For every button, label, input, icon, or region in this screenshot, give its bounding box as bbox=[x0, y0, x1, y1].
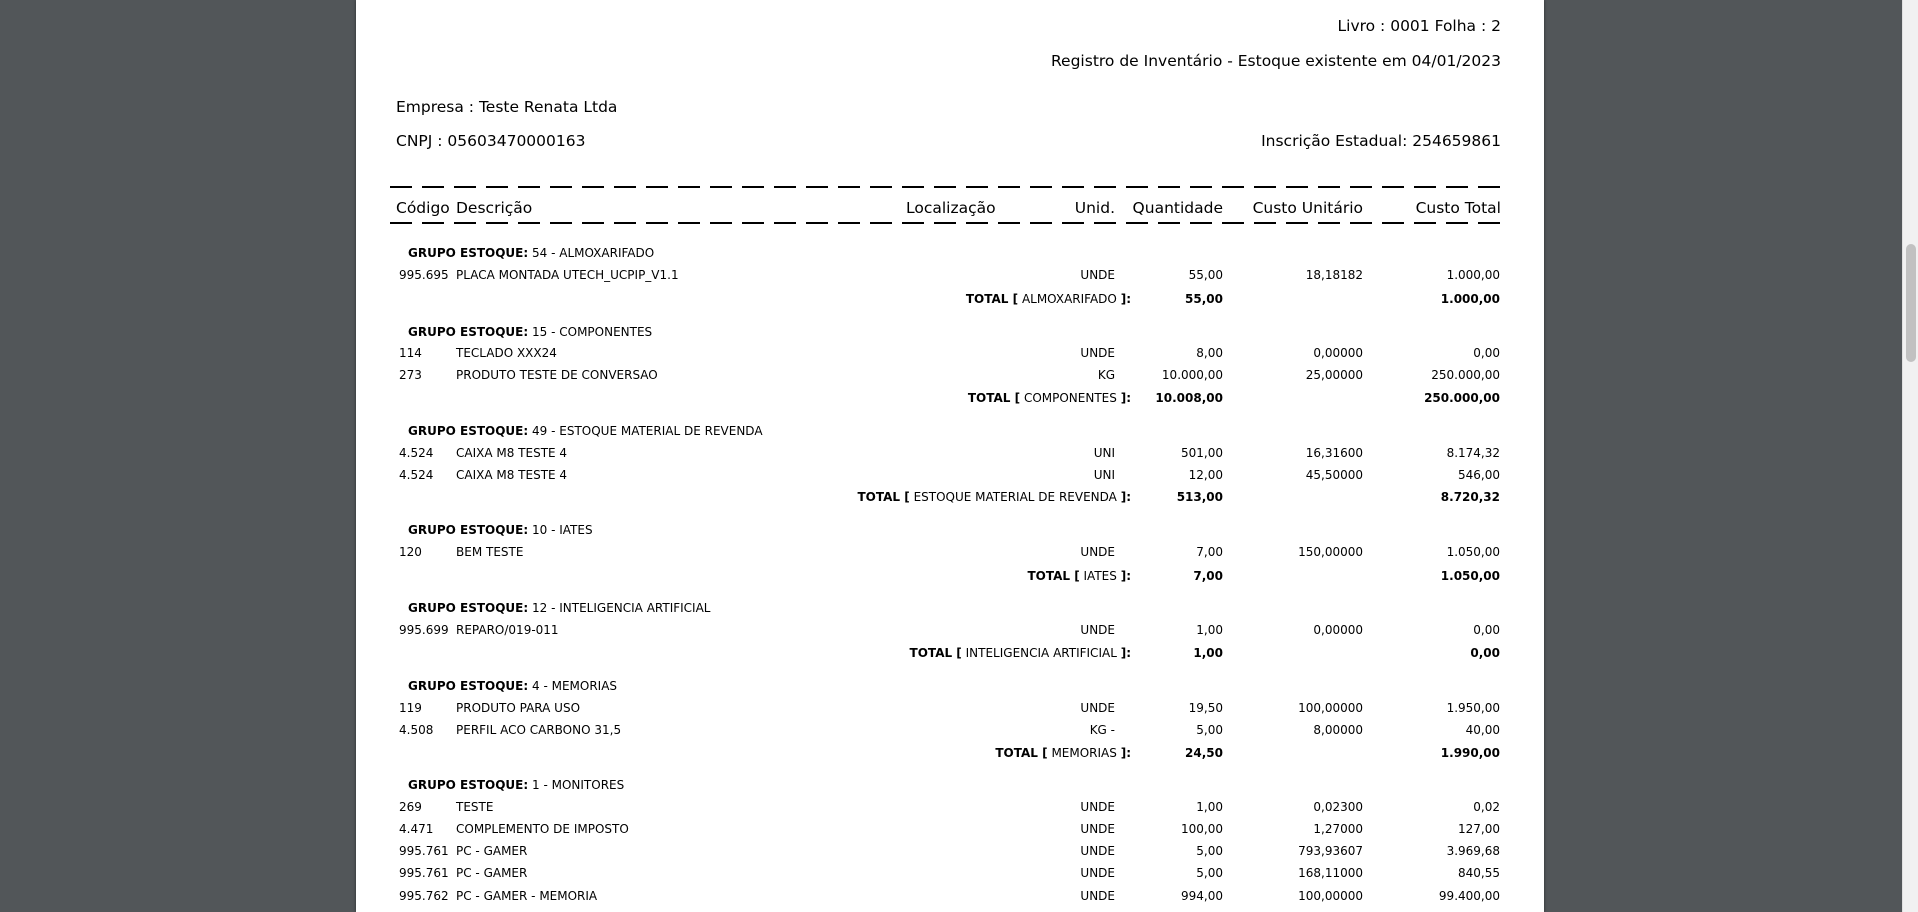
total-group-name: ESTOQUE MATERIAL DE REVENDA bbox=[913, 490, 1117, 504]
table-row bbox=[356, 623, 1544, 643]
group-name: 1 - MONITORES bbox=[532, 778, 625, 792]
item-unit: UNDE bbox=[1080, 545, 1115, 559]
item-quantity: 8,00 bbox=[1196, 346, 1223, 360]
item-description: TECLADO XXX24 bbox=[456, 346, 557, 360]
group-total-label bbox=[995, 746, 1131, 760]
group-name: 12 - INTELIGENCIA ARTIFICIAL bbox=[532, 601, 711, 615]
table-row bbox=[356, 844, 1544, 864]
item-description: COMPLEMENTO DE IMPOSTO bbox=[456, 822, 629, 836]
item-description: PERFIL ACO CARBONO 31,5 bbox=[456, 723, 622, 737]
item-unit-cost: 0,02300 bbox=[1313, 800, 1363, 814]
item-description: PRODUTO TESTE DE CONVERSAO bbox=[456, 368, 658, 382]
group-total-row bbox=[356, 391, 1544, 411]
group-header bbox=[408, 424, 763, 438]
item-description: CAIXA M8 TESTE 4 bbox=[456, 446, 568, 460]
book-page-number: Livro : 0001 Folha : 2 bbox=[1337, 17, 1501, 35]
total-prefix: TOTAL [ bbox=[967, 391, 1021, 405]
item-unit: UNDE bbox=[1080, 800, 1115, 814]
group-total-cost: 1.050,00 bbox=[1440, 569, 1500, 583]
item-unit-cost: 793,93607 bbox=[1298, 844, 1363, 858]
item-unit: UNI bbox=[1093, 446, 1115, 460]
item-total-cost: 99.400,00 bbox=[1438, 889, 1500, 903]
item-total-cost: 0,00 bbox=[1473, 346, 1500, 360]
group-total-row bbox=[356, 746, 1544, 766]
table-row bbox=[356, 800, 1544, 820]
item-code: 119 bbox=[399, 701, 422, 715]
total-suffix: ]: bbox=[1120, 292, 1131, 306]
group-header-row bbox=[356, 523, 1544, 543]
item-total-cost: 840,55 bbox=[1458, 866, 1500, 880]
item-code: 4.471 bbox=[399, 822, 434, 836]
item-total-cost: 1.950,00 bbox=[1446, 701, 1500, 715]
item-unit-cost: 168,11000 bbox=[1298, 866, 1363, 880]
item-total-cost: 546,00 bbox=[1458, 468, 1500, 482]
vertical-scrollbar[interactable] bbox=[1902, 0, 1918, 912]
item-description: PLACA MONTADA UTECH_UCPIP_V1.1 bbox=[456, 268, 679, 282]
item-unit-cost: 25,00000 bbox=[1305, 368, 1363, 382]
table-row bbox=[356, 822, 1544, 842]
item-total-cost: 250.000,00 bbox=[1431, 368, 1500, 382]
item-total-cost: 1.050,00 bbox=[1446, 545, 1500, 559]
group-label: GRUPO ESTOQUE: bbox=[408, 601, 529, 615]
group-total-quantity: 513,00 bbox=[1176, 490, 1223, 504]
item-unit-cost: 0,00000 bbox=[1313, 623, 1363, 637]
item-unit-cost: 8,00000 bbox=[1313, 723, 1363, 737]
item-code: 269 bbox=[399, 800, 422, 814]
group-name: 49 - ESTOQUE MATERIAL DE REVENDA bbox=[532, 424, 763, 438]
table-row bbox=[356, 723, 1544, 743]
total-group-name: ALMOXARIFADO bbox=[1021, 292, 1117, 306]
group-header-row bbox=[356, 679, 1544, 699]
item-unit-cost: 1,27000 bbox=[1313, 822, 1363, 836]
total-suffix: ]: bbox=[1120, 746, 1131, 760]
item-total-cost: 127,00 bbox=[1458, 822, 1500, 836]
item-description: PC - GAMER - MEMORIA bbox=[456, 889, 598, 903]
table-row bbox=[356, 545, 1544, 565]
item-code: 4.524 bbox=[399, 468, 434, 482]
item-quantity: 12,00 bbox=[1188, 468, 1223, 482]
group-header-row bbox=[356, 601, 1544, 621]
column-header-quantity: Quantidade bbox=[1132, 199, 1223, 217]
group-header bbox=[408, 679, 617, 693]
group-header bbox=[408, 523, 593, 537]
item-unit-cost: 16,31600 bbox=[1305, 446, 1363, 460]
item-unit: UNDE bbox=[1080, 844, 1115, 858]
item-quantity: 7,00 bbox=[1196, 545, 1223, 559]
item-quantity: 10.000,00 bbox=[1161, 368, 1223, 382]
company-cnpj: CNPJ : 05603470000163 bbox=[396, 132, 586, 150]
group-label: GRUPO ESTOQUE: bbox=[408, 778, 529, 792]
total-suffix: ]: bbox=[1120, 490, 1131, 504]
item-code: 995.761 bbox=[399, 844, 449, 858]
item-description: REPARO/019-011 bbox=[456, 623, 559, 637]
group-header bbox=[408, 325, 652, 339]
item-total-cost: 1.000,00 bbox=[1446, 268, 1500, 282]
table-row bbox=[356, 889, 1544, 909]
table-row bbox=[356, 268, 1544, 288]
item-quantity: 1,00 bbox=[1196, 623, 1223, 637]
item-unit: KG bbox=[1097, 368, 1115, 382]
table-row bbox=[356, 866, 1544, 886]
item-quantity: 5,00 bbox=[1196, 723, 1223, 737]
item-unit: UNI bbox=[1093, 468, 1115, 482]
item-unit-cost: 100,00000 bbox=[1298, 701, 1363, 715]
item-quantity: 5,00 bbox=[1196, 866, 1223, 880]
group-label: GRUPO ESTOQUE: bbox=[408, 679, 529, 693]
item-code: 995.762 bbox=[399, 889, 449, 903]
total-group-name: MEMORIAS bbox=[1051, 746, 1117, 760]
total-group-name: IATES bbox=[1083, 569, 1117, 583]
total-prefix: TOTAL [ bbox=[857, 490, 910, 504]
item-quantity: 19,50 bbox=[1188, 701, 1223, 715]
group-total-label bbox=[858, 490, 1132, 504]
group-header bbox=[408, 778, 624, 792]
group-total-cost: 1.990,00 bbox=[1440, 746, 1500, 760]
item-quantity: 5,00 bbox=[1196, 844, 1223, 858]
column-header-code: Código bbox=[396, 199, 450, 217]
item-unit: UNDE bbox=[1080, 701, 1115, 715]
company-name: Empresa : Teste Renata Ltda bbox=[396, 98, 618, 116]
total-prefix: TOTAL [ bbox=[995, 746, 1048, 760]
group-total-row bbox=[356, 646, 1544, 666]
group-total-quantity: 1,00 bbox=[1193, 646, 1223, 660]
group-total-quantity: 10.008,00 bbox=[1155, 391, 1223, 405]
group-header-row bbox=[356, 424, 1544, 444]
item-code: 995.695 bbox=[399, 268, 449, 282]
item-code: 4.508 bbox=[399, 723, 434, 737]
table-row bbox=[356, 368, 1544, 388]
item-code: 114 bbox=[399, 346, 422, 360]
group-total-label bbox=[966, 292, 1131, 306]
group-total-quantity: 55,00 bbox=[1185, 292, 1223, 306]
group-name: 10 - IATES bbox=[532, 523, 593, 537]
group-total-cost: 250.000,00 bbox=[1424, 391, 1500, 405]
group-name: 4 - MEMORIAS bbox=[532, 679, 618, 693]
item-unit-cost: 100,00000 bbox=[1298, 889, 1363, 903]
total-prefix: TOTAL [ bbox=[965, 292, 1019, 306]
item-unit: UNDE bbox=[1080, 346, 1115, 360]
total-suffix: ]: bbox=[1120, 646, 1131, 660]
item-unit: UNDE bbox=[1080, 822, 1115, 836]
group-total-cost: 8.720,32 bbox=[1440, 490, 1500, 504]
item-unit: UNDE bbox=[1080, 866, 1115, 880]
group-name: 15 - COMPONENTES bbox=[532, 325, 653, 339]
item-unit: KG - bbox=[1089, 723, 1115, 737]
group-label: GRUPO ESTOQUE: bbox=[408, 325, 529, 339]
item-unit: UNDE bbox=[1080, 268, 1115, 282]
item-unit: UNDE bbox=[1080, 889, 1115, 903]
item-code: 995.761 bbox=[399, 866, 449, 880]
group-total-cost: 1.000,00 bbox=[1440, 292, 1500, 306]
total-group-name: INTELIGENCIA ARTIFICIAL bbox=[965, 646, 1117, 660]
group-header-row bbox=[356, 778, 1544, 798]
column-header-description: Descrição bbox=[456, 199, 533, 217]
group-header-row bbox=[356, 246, 1544, 266]
header-mid-rule bbox=[390, 222, 1500, 224]
column-header-location: Localização bbox=[906, 199, 996, 217]
scrollbar-thumb[interactable] bbox=[1906, 244, 1916, 362]
table-row bbox=[356, 446, 1544, 466]
item-unit-cost: 45,50000 bbox=[1305, 468, 1363, 482]
group-total-row bbox=[356, 292, 1544, 312]
item-description: BEM TESTE bbox=[456, 545, 524, 559]
group-total-label bbox=[1027, 569, 1131, 583]
group-total-quantity: 24,50 bbox=[1185, 746, 1223, 760]
group-label: GRUPO ESTOQUE: bbox=[408, 246, 529, 260]
header-top-rule bbox=[390, 186, 1500, 188]
group-total-label bbox=[968, 391, 1131, 405]
item-code: 273 bbox=[399, 368, 422, 382]
column-header-unit: Unid. bbox=[1074, 199, 1115, 217]
table-row bbox=[356, 468, 1544, 488]
item-description: PC - GAMER bbox=[456, 866, 528, 880]
item-total-cost: 40,00 bbox=[1465, 723, 1500, 737]
item-description: PC - GAMER bbox=[456, 844, 528, 858]
column-header-unit-cost: Custo Unitário bbox=[1252, 199, 1363, 217]
item-unit-cost: 150,00000 bbox=[1298, 545, 1363, 559]
group-header-row bbox=[356, 325, 1544, 345]
item-description: PRODUTO PARA USO bbox=[456, 701, 581, 715]
group-total-row bbox=[356, 569, 1544, 589]
group-header bbox=[408, 601, 711, 615]
item-quantity: 994,00 bbox=[1181, 889, 1223, 903]
item-code: 120 bbox=[399, 545, 422, 559]
item-total-cost: 0,00 bbox=[1473, 623, 1500, 637]
table-row bbox=[356, 701, 1544, 721]
item-quantity: 1,00 bbox=[1196, 800, 1223, 814]
item-quantity: 100,00 bbox=[1181, 822, 1223, 836]
column-header-total-cost: Custo Total bbox=[1415, 199, 1501, 217]
total-suffix: ]: bbox=[1120, 391, 1131, 405]
group-total-label bbox=[910, 646, 1131, 660]
item-unit-cost: 18,18182 bbox=[1305, 268, 1363, 282]
group-total-row bbox=[356, 490, 1544, 510]
item-code: 995.699 bbox=[399, 623, 449, 637]
group-name: 54 - ALMOXARIFADO bbox=[532, 246, 655, 260]
total-prefix: TOTAL [ bbox=[909, 646, 962, 660]
total-prefix: TOTAL [ bbox=[1027, 569, 1080, 583]
item-total-cost: 3.969,68 bbox=[1446, 844, 1500, 858]
item-unit: UNDE bbox=[1080, 623, 1115, 637]
report-page bbox=[356, 0, 1544, 912]
group-header bbox=[408, 246, 654, 260]
item-total-cost: 0,02 bbox=[1473, 800, 1500, 814]
item-description: TESTE bbox=[456, 800, 494, 814]
state-registration: Inscrição Estadual: 254659861 bbox=[1261, 132, 1501, 150]
item-description: CAIXA M8 TESTE 4 bbox=[456, 468, 568, 482]
group-label: GRUPO ESTOQUE: bbox=[408, 424, 529, 438]
table-row bbox=[356, 346, 1544, 366]
item-quantity: 55,00 bbox=[1188, 268, 1223, 282]
item-code: 4.524 bbox=[399, 446, 434, 460]
group-total-quantity: 7,00 bbox=[1193, 569, 1223, 583]
group-label: GRUPO ESTOQUE: bbox=[408, 523, 529, 537]
total-group-name: COMPONENTES bbox=[1023, 391, 1117, 405]
report-title: Registro de Inventário - Estoque existente em 04/01/2023 bbox=[1050, 52, 1501, 70]
total-suffix: ]: bbox=[1120, 569, 1131, 583]
item-quantity: 501,00 bbox=[1181, 446, 1223, 460]
item-total-cost: 8.174,32 bbox=[1446, 446, 1500, 460]
item-unit-cost: 0,00000 bbox=[1313, 346, 1363, 360]
group-total-cost: 0,00 bbox=[1470, 646, 1500, 660]
